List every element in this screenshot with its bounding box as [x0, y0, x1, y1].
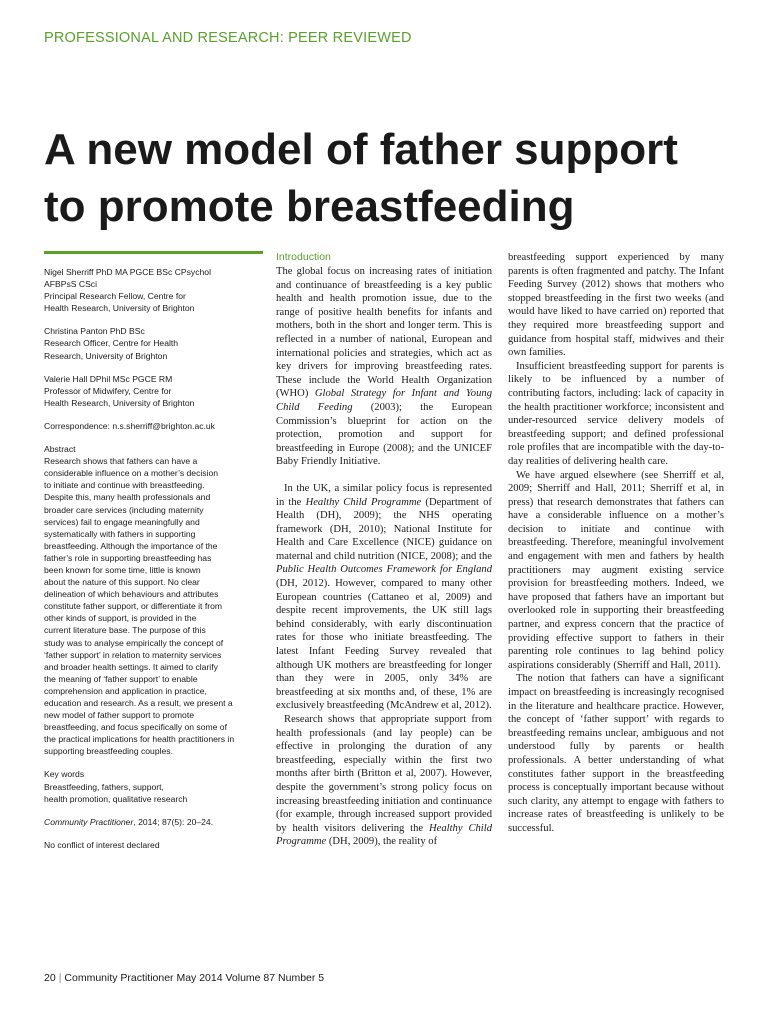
body-paragraph: Insufficient breastfeeding support for parents is likely to be influenced by a number of contributing factors, including: lack of capacity in the health practitioner workforce; inconsistent and under-resourced service delivery models of breastfeeding support; and defined professional role profiles that are incompatible with the day-to-day realities of delivering health care.	[508, 360, 724, 467]
page-number: 20	[44, 972, 56, 984]
keywords	[44, 768, 262, 804]
author-role: Principal Research Fellow, Centre for	[44, 291, 186, 302]
abstract-line: and broader health settings. It aimed to clarify	[44, 661, 218, 672]
citation	[44, 816, 262, 828]
abstract-line: systematically with fathers in supporting	[44, 528, 196, 539]
abstract-line: father’s role in supporting breastfeeding has	[44, 552, 212, 563]
abstract-line: supporting breastfeeding couples.	[44, 746, 173, 757]
abstract-line: Research shows that fathers can have a	[44, 456, 198, 467]
body-paragraph: We have argued elsewhere (see Sherriff et al, 2009; Sherriff and Hall, 2011; Sherriff et al, in press) that research demonstrates that fathers can have a considerable influence on a mother’s decision to initiate and continue with breastfeeding. Therefore, meaningful involvement and engagement with men and fathers by health practitioners may augment existing service provision for breastfeeding mothers. Indeed, we have proposed that fathers have an important but overlooked role in supporting their breastfeeding partner, and express concern that the practice of providing effective support to fathers in their parenting role continues to lag behind policy aspirations considerably (Sherriff and Hall, 2011).	[508, 469, 724, 671]
correspondence-email[interactable]: Correspondence: n.s.sherriff@brighton.ac.uk	[44, 420, 215, 431]
body-paragraph: Research shows that appropriate support from health professionals (and lay people) can be effective in prolonging the duration of any breastfeeding, especially within the first two months after birth (Britton et al, 2007). However, despite the government’s strong policy focus on increasing breastfeeding initiation and continuance (for example, through increased support provided by health visitors delivering the Healthy Child Programme (DH, 2009), the reality of	[276, 714, 492, 848]
author-name-cont: AFBPsS CSci	[44, 279, 98, 290]
article-title	[44, 121, 744, 235]
abstract-line: breastfeeding. Although the importance of the	[44, 540, 218, 551]
abstract-line: new model of father support to promote	[44, 710, 194, 721]
author-name: Christina Panton PhD BSc	[44, 326, 145, 337]
body-paragraph: breastfeeding support experienced by many parents is often fragmented and patchy. The Infant Feeding Survey (2012) shows that mothers who stopped breastfeeding in the first two weeks (and would have liked to have carried on) reported that they required more breastfeeding support and guidance from hospital staff, midwives and their own families.	[508, 252, 724, 359]
author-name: Nigel Sherriff PhD MA PGCE BSc CPsychol	[44, 267, 211, 277]
abstract-heading: Abstract	[44, 444, 76, 455]
keywords-heading: Key words	[44, 769, 85, 780]
abstract-line: about the nature of this support. No clear	[44, 577, 200, 588]
author-role-cont: Health Research, University of Brighton	[44, 397, 195, 408]
correspondence	[44, 420, 262, 432]
abstract	[44, 443, 262, 757]
author-block	[44, 325, 262, 361]
body-paragraph: The global focus on increasing rates of initiation and continuance of breastfeeding is a key public health and health promotion issue, due to the range of positive health benefits for infants and mothers, both in the short and longer term. This is reflected in a number of national, European and international policies and strategies, which act as key drivers for improving breastfeeding rates. These include the World Health Organization (WHO) Global Strategy for Infant and Young Child Feeding (2003); the European Commission’s blueprint for action on the protection, promotion and support for breastfeeding in Europe (2008); and the UNICEF Baby Friendly Initiative.	[276, 266, 492, 468]
page-footer	[44, 972, 324, 984]
abstract-line: ‘father support’ in relation to maternity services	[44, 649, 222, 660]
conflict-statement	[44, 839, 262, 851]
keywords-line: Breastfeeding, fathers, support,	[44, 781, 164, 792]
abstract-line: constitute father support, or differentiate it from	[44, 601, 223, 612]
title-line-2: to promote breastfeeding	[44, 182, 575, 231]
abstract-line: Despite this, many health professionals and	[44, 492, 211, 503]
body-paragraph: The notion that fathers can have a significant impact on breastfeeding is increasingly recognised in the literature and healthcare practice. However, the concept of ‘father support’ with regards to breastfeeding remains unclear, ambiguous and not understood fully by parents or health professionals. A better understanding of what constitutes father support in the breastfeeding process is conceptually important because without such clarity, any attempt to engage with fathers to increase rates of breastfeeding is unlikely to be successful.	[508, 673, 724, 834]
body-column-right	[508, 251, 724, 836]
body-column-middle	[276, 251, 492, 849]
section-heading-introduction: Introduction	[276, 251, 331, 263]
abstract-body	[44, 455, 262, 757]
green-divider	[44, 251, 263, 254]
abstract-line: the meaning of ‘father support’ to enable	[44, 673, 198, 684]
author-role-cont: Health Research, University of Brighton	[44, 303, 195, 314]
abstract-line: to initiate and continue with breastfeeding.	[44, 480, 205, 491]
abstract-line: been known for some time, little is known	[44, 564, 201, 575]
body-paragraph: In the UK, a similar policy focus is represented in the Healthy Child Programme (Department of Health (DH), 2009); the NHS operating framework (DH, 2010); National Institute for Health and Care Excellence (NICE) guidance on maternal and child nutrition (NICE, 2008); and the Public Health Outcomes Framework for England (DH, 2012). However, compared to many other European countries (Cattaneo et al, 2009) and despite recent improvements, the UK still lags behind considerably, with early discontinuation rates for those who initiate breastfeeding. The latest Infant Feeding Survey revealed that although UK mothers are breastfeeding for longer than they were in 2005, only 34% are breastfeeding at six months and, of these, 1% are exclusively breastfeeding (McAndrew et al, 2012).	[276, 482, 492, 712]
author-role-cont: Research, University of Brighton	[44, 350, 168, 361]
abstract-line: the practical implications for health practitioners in	[44, 734, 235, 745]
title-line-1: A new model of father support	[44, 125, 678, 174]
abstract-line: broader care services (including maternity	[44, 504, 204, 515]
abstract-line: delineation of which behaviours and attributes	[44, 589, 219, 600]
citation-details: , 2014; 87(5): 20–24.	[133, 816, 214, 827]
author-name: Valerie Hall DPhil MSc PGCE RM	[44, 373, 173, 384]
abstract-line: other kinds of support, is provided in the	[44, 613, 197, 624]
keywords-line: health promotion, qualitative research	[44, 793, 188, 804]
abstract-line: current literature base. The purpose of this	[44, 625, 206, 636]
author-block	[44, 373, 262, 409]
conflict-text: No conflict of interest declared	[44, 839, 160, 850]
abstract-line: study was to analyse empirically the concept of	[44, 637, 224, 648]
author-role: Professor of Midwifery, Centre for	[44, 385, 172, 396]
abstract-line: education and research. As a result, we present a	[44, 698, 233, 708]
abstract-line: considerable influence on a mother’s decision	[44, 468, 219, 479]
citation-journal: Community Practitioner	[44, 816, 134, 827]
author-role: Research Officer, Centre for Health	[44, 338, 179, 349]
footer-separator: |	[58, 972, 62, 984]
publication-info: Community Practitioner May 2014 Volume 87 Number 5	[64, 972, 325, 984]
author-block	[44, 266, 262, 314]
abstract-line: breastfeeding, and focus specifically on some of	[44, 722, 227, 733]
abstract-line: services) fail to engage meaningfully and	[44, 516, 200, 527]
article-sidebar	[44, 266, 262, 862]
abstract-line: comprehension and application in practice,	[44, 685, 207, 696]
section-label: PROFESSIONAL AND RESEARCH: PEER REVIEWED	[44, 30, 412, 46]
